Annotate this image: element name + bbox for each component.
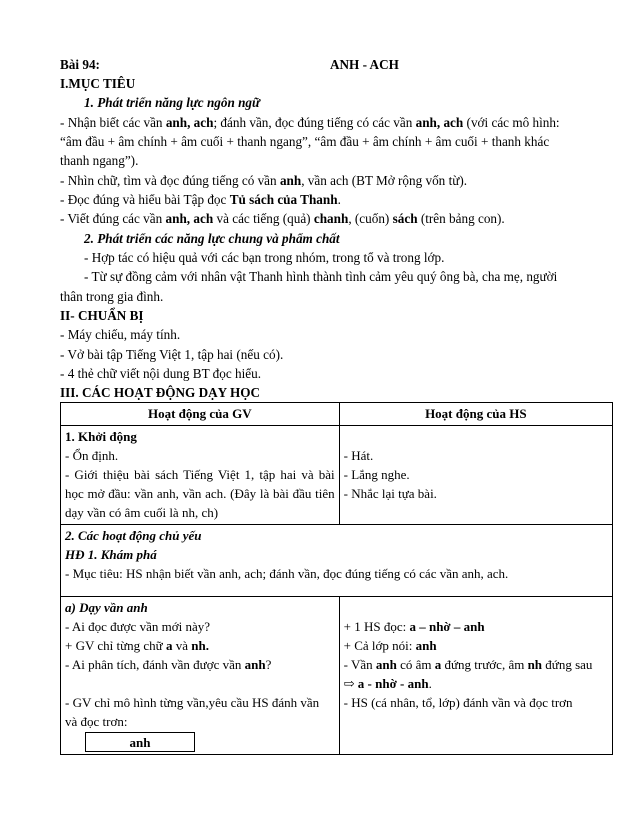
arrow-icon: ⇨ (343, 676, 358, 691)
teach-anh-title: a) Dạy vần anh (65, 600, 148, 615)
lesson-title: ANH - ACH (330, 57, 399, 72)
section-1-sub-2: 2. Phát triển các năng lực chung và phẩm chất (84, 231, 340, 246)
lesson-header (60, 55, 616, 74)
prep-item-2: - Vở bài tập Tiếng Việt 1, tập hai (nếu có). (60, 347, 284, 362)
teach-anh-gv-4: - GV chỉ mô hình từng vần,yêu cầu HS đánh vần và đọc trơn: (65, 695, 320, 729)
teach-anh-hs-5: - HS (cá nhân, tổ, lớp) đánh vần và đọc trơn (343, 695, 573, 710)
teach-anh-gv-1: - Ai đọc được vần mới này? (65, 619, 210, 634)
teach-anh-hs-4: ⇨ a - nhờ - anh. (343, 676, 432, 691)
prep-item-3: - 4 thẻ chữ viết nội dung BT đọc hiểu. (60, 366, 262, 381)
warmup-gv-2: - Giới thiệu bài sách Tiếng Việt 1, tập hai và bài học mở đầu: vần anh, vần ach. (Đây là bài đầu tiên dạy vần có âm cuối là nh, ch) (65, 467, 335, 520)
objective-6: - Từ sự đồng cảm với nhân vật Thanh hình thành tình cảm yêu quý ông bà, cha mẹ, người (84, 269, 558, 284)
warmup-gv-1: - Ổn định. (65, 448, 119, 463)
explore-subtitle: HĐ 1. Khám phá (65, 547, 157, 562)
teach-anh-hs-2: + Cả lớp nói: anh (343, 638, 437, 653)
objective-1-line-2: “âm đầu + âm chính + âm cuối + thanh ngang”, “âm đầu + âm chính + âm cuối + thanh khác (60, 134, 550, 149)
explore-goal: - Mục tiêu: HS nhận biết vần anh, ach; đánh vần, đọc đúng tiếng có các vần anh, ach. (65, 566, 509, 581)
column-header-teacher: Hoạt động của GV (61, 403, 340, 426)
table-row (61, 426, 613, 525)
teach-anh-hs-1: + 1 HS đọc: a – nhờ – anh (343, 619, 485, 634)
activities-table (60, 402, 613, 755)
warmup-title: 1. Khởi động (65, 429, 137, 444)
prep-item-1: - Máy chiếu, máy tính. (60, 327, 181, 342)
teach-anh-gv-2: + GV chỉ từng chữ a và nh. (65, 638, 209, 653)
objective-5: - Hợp tác có hiệu quả với các bạn trong nhóm, trong tổ và trong lớp. (84, 250, 445, 265)
main-activities-title: 2. Các hoạt động chủ yếu (65, 528, 202, 543)
objective-1: - Nhận biết các vần anh, ach; đánh vần, đọc đúng tiếng có các vần anh, ach (với các mô hình: (60, 115, 560, 130)
section-3-heading: III. CÁC HOẠT ĐỘNG DẠY HỌC (60, 385, 261, 400)
table-header-row (61, 403, 613, 426)
teacher-cell-warmup (61, 426, 340, 525)
objective-4: - Viết đúng các vần anh, ach và các tiếng (quả) chanh, (cuốn) sách (trên bảng con). (60, 211, 505, 226)
objective-6-line-2: thân trong gia đình. (60, 289, 164, 304)
table-row (61, 597, 613, 755)
teach-anh-gv-3: - Ai phân tích, đánh vần được vần anh? (65, 657, 272, 672)
warmup-hs-1: - Hát. (343, 448, 374, 463)
main-activities-cell (61, 525, 613, 597)
student-cell-warmup (339, 426, 612, 525)
objective-1-line-3: thanh ngang”). (60, 153, 139, 168)
section-1-heading: I.MỤC TIÊU (60, 76, 136, 91)
teach-anh-hs-3: - Vần anh có âm a đứng trước, âm nh đứng sau (343, 657, 593, 672)
section-2-heading: II- CHUẨN BỊ (60, 308, 144, 323)
column-header-students: Hoạt động của HS (339, 403, 612, 426)
rhyme-model-box: anh (85, 732, 195, 752)
objective-2: - Nhìn chữ, tìm và đọc đúng tiếng có vần anh, vần ach (BT Mở rộng vốn từ). (60, 173, 468, 188)
teacher-cell-teach-anh (61, 597, 340, 755)
warmup-hs-3: - Nhắc lại tựa bài. (343, 486, 437, 501)
section-1-sub-1: 1. Phát triển năng lực ngôn ngữ (84, 95, 260, 110)
lesson-number: Bài 94: (60, 57, 100, 72)
objective-3: - Đọc đúng và hiểu bài Tập đọc Tủ sách của Thanh. (60, 192, 341, 207)
table-row (61, 525, 613, 597)
student-cell-teach-anh (339, 597, 612, 755)
warmup-hs-2: - Lắng nghe. (343, 467, 410, 482)
